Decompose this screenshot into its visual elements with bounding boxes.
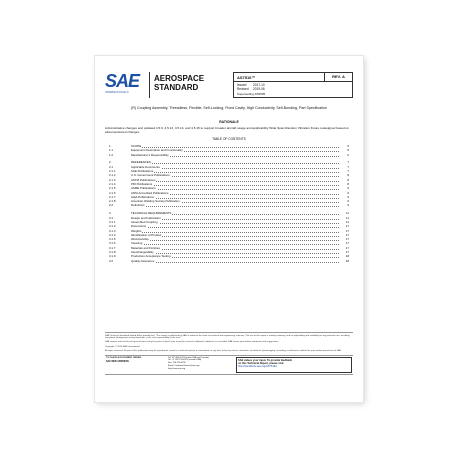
toc-page-number: 9 [341,186,349,190]
contact-email: Email: CustomerService@sae.org [168,365,200,368]
toc-section-number: 2.1.1 [109,169,116,174]
feedback-link[interactable]: http://standards.sae.org/AS7516A [238,365,277,369]
issued-label: Issued [237,83,247,87]
toc-page-number: 5 [341,144,349,148]
toc-section-title: Quality Assurance [131,258,155,263]
toc-section-title: SCOPE [131,144,142,148]
toc-section-number: 3.1.9 [109,254,116,259]
toc-section-number: 2.1.6 [109,190,116,195]
toc-row[interactable] [109,203,349,207]
toc-page-number: 17 [341,250,349,254]
document-footer [105,332,353,375]
toc-section-number: 2.1.4 [109,181,116,186]
toc-section-number: 2.1.7 [109,194,116,199]
toc-page-number: 8 [341,173,349,177]
rights-notice: All rights reserved. No part of this publication may be reproduced, stored in a retrieval system or transmitted, in any form or by any means, electronic, mechanical, photocopying, recording, or otherwise, without the prior written permission of SAE. [105,349,342,352]
contact-fax: Fax: 724-776-0790 [168,362,186,365]
order-label: TO PLACE A DOCUMENT ORDER: [106,356,142,359]
toc-section-number: 2. [109,160,112,165]
toc-page-number: 18 [341,254,349,258]
toc-section-title: Cleaning [131,241,143,246]
footer-rule [105,332,353,333]
copyright: Copyright © 2019 SAE International [105,345,140,348]
document-subject: (R) Coupling Assembly, Threadless, Flexible, Self-Locking, Fixed Cavity, High Conductivity, Self-Bonding, Part Specification [131,106,327,110]
contact-tel: Tel: 877-606-7323 (inside USA and Canada) [168,356,209,359]
toc-section-title: Manufacturer's Responsibility [131,152,169,157]
toc-section-number: 3.1.6 [109,241,116,246]
document-id-box [233,72,353,98]
toc-section-title: Interchangeability [131,250,154,255]
rationale-text: Administrative changes and updated 4.5.6, 4.5.13, 4.5.14, and 4.5.15 to support broader aircraft usage and applicability Wide Span Random Vibration fixture redesigned based on aforementioned changes. [105,126,349,134]
revision-label: REV. A [324,73,352,81]
toc-section-number: 1. [109,144,112,148]
toc-section-number: 3.1.5 [109,237,116,242]
issued-date: 2017-10 [253,83,265,87]
logo-subtitle: INTERNATIONAL® [105,91,129,94]
toc-row[interactable] [109,259,349,263]
toc-section-number: 1.2 [109,152,114,157]
toc-section-number: 3.2 [109,258,114,263]
toc-section-title: U.S. Government Publications [131,173,170,178]
toc-section-number: 3.1.2 [109,224,116,229]
toc-page-number: 8 [341,182,349,186]
id-box-divider [234,81,352,82]
toc-section-title: SAE Publications [131,169,154,174]
toc-section-title: TECHNICAL REQUIREMENTS [131,211,172,216]
toc-page-number: 17 [341,229,349,233]
toc-row[interactable] [109,153,349,157]
toc-section-number: 1.1 [109,148,114,153]
contact-web[interactable]: http://www.sae.org [168,367,186,370]
toc-section-title: Dimensions [131,224,147,229]
document-number: AS7516™ [237,75,256,80]
order-info [105,356,167,374]
logo-mark: SAE [105,71,140,91]
header-divider [149,72,150,98]
toc-section-number: 2.1.3 [109,177,116,182]
toc-page-number: 11 [341,216,349,220]
toc-section-title: ASTM Publications [131,177,156,182]
contact-tel-outside: Tel: +1 724-776-4970 (outside USA) [168,359,202,362]
toc-section-title: ANSI Accredited Publications [131,190,169,195]
toc-section-title: PRI Publications [131,181,153,186]
toc-page-number: 9 [341,195,349,199]
toc-dot-leader [133,262,339,263]
toc-section-number: 2.1 [109,164,114,169]
toc-section-title: Design and Fabrication [131,215,161,220]
toc-section-title: Assembled Coupling [131,219,158,224]
toc-dot-leader [133,206,339,207]
superseding-note: Superseding AS5505 [237,92,266,96]
footer-note-review: SAE reviews each technical report at least every five years at which time it may be revised, reaffirmed, stabilized, or cancelled. SAE invites your written comments and suggestions. [105,341,279,344]
feedback-box [236,357,352,373]
feedback-line-1: SAE values your input. To provide feedback [238,358,292,362]
footer-note-rules: SAE Technical Standards Board Rules provide that: "This report is published by SAE to advance the state of technical and engineering sciences. The use of this report is entirely voluntary, and its applicability and suitability for any particular use, including any patent infringement arising therefrom, is the sole responsibility of the user." [105,334,350,340]
toc-page-number: 17 [341,224,349,228]
web-address-label: SAE WEB ADDRESS: [106,360,130,363]
document-page [95,56,363,402]
toc-section-number: 2.1.8 [109,199,116,204]
revised-date: 2019-06 [253,87,265,91]
toc-section-number: 2.1.2 [109,173,116,178]
toc-page-number: 5 [341,148,349,152]
document-header [105,72,353,98]
toc-heading: TABLE OF CONTENTS [212,137,246,141]
sae-logo [105,72,147,98]
toc-section-number: 2.1.5 [109,186,116,191]
toc-section-title: ASME Publications [131,186,156,191]
rationale-heading: RATIONALE [219,120,239,124]
toc-section-title: Definitions [131,203,145,208]
toc-page-number: 6 [341,153,349,157]
toc-section-number: 3.1.1 [109,219,116,224]
issue-dates [237,83,265,91]
toc-section-title: REFERENCES [131,160,151,165]
toc-section-title: Weights [131,228,142,233]
toc-section-title: Workmanship [131,237,149,242]
toc-page-number: 17 [341,233,349,237]
toc-page-number: 7 [341,165,349,169]
toc-page-number: 18 [341,259,349,263]
toc-page-number: 9 [341,199,349,203]
toc-section-number: 3.1.8 [109,250,116,255]
toc-page-number: 17 [341,241,349,245]
toc-page-number: 17 [341,237,349,241]
contact-details [167,356,235,374]
toc-page-number: 11 [341,220,349,224]
toc-page-number: 11 [341,211,349,215]
title-line-1: AEROSPACE [154,74,205,83]
toc-section-number: 3.1.4 [109,232,116,237]
toc-section-title: American Welding Society Publication [131,199,180,204]
toc-section-title: Production Acceptance Testing [131,254,171,259]
table-of-contents [109,144,349,263]
toc-page-number: 17 [341,246,349,250]
toc-section-title: Equipment Description and Functionality [131,148,183,153]
toc-page-number: 7 [341,160,349,164]
document-type [154,74,204,92]
toc-section-number: 3.1.7 [109,245,116,250]
revised-label: Revised [237,87,249,91]
toc-section-title: Identification of Product [131,232,162,237]
toc-section-number: 2.2 [109,203,114,208]
toc-page-number: 7 [341,169,349,173]
title-line-2: STANDARD [154,83,199,92]
toc-section-number: 3. [109,211,112,216]
toc-section-title: AIAA Publications [131,194,154,199]
feedback-line-2: on this Technical Report, please visit [238,361,284,365]
toc-section-title: Materials and Finishes [131,245,160,250]
toc-section-title: Applicable Documents [131,164,160,169]
contact-box [105,355,353,375]
toc-page-number: 9 [341,203,349,207]
toc-section-number: 3.1.3 [109,228,116,233]
toc-section-number: 3.1 [109,215,114,220]
toc-page-number: 8 [341,178,349,182]
toc-page-number: 9 [341,191,349,195]
